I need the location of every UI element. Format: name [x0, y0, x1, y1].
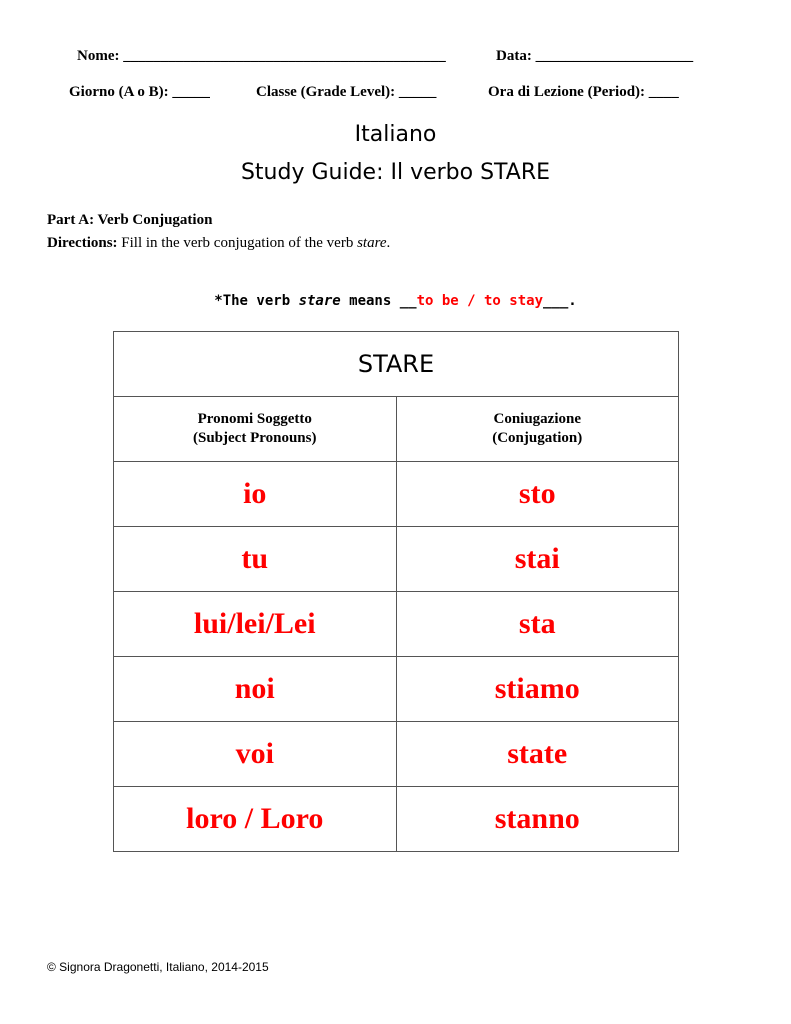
note-prefix: *The verb — [214, 293, 299, 309]
directions-label: Directions: — [47, 235, 118, 251]
page-title: Italiano — [354, 122, 437, 147]
table-row — [114, 527, 679, 592]
copyright-footer: © Signora Dragonetti, Italiano, 2014-2015 — [47, 960, 269, 974]
conjugation-table — [113, 331, 679, 852]
col2-line2: (Conjugation) — [492, 430, 583, 446]
conjugation-cell[interactable]: stai — [396, 527, 679, 592]
note-middle: means __ — [340, 293, 417, 309]
col2-line1: Coniugazione — [493, 411, 581, 427]
col1-line1: Pronomi Soggetto — [197, 411, 312, 427]
table-row — [114, 787, 679, 852]
table-row — [114, 592, 679, 657]
data-field[interactable]: Data: _____________________ — [496, 48, 694, 64]
directions-end: . — [386, 235, 391, 251]
table-row — [114, 462, 679, 527]
column-header-pronouns — [114, 397, 397, 462]
conjugation-cell[interactable]: state — [396, 722, 679, 787]
conjugation-cell[interactable]: stiamo — [396, 657, 679, 722]
nome-field[interactable]: Nome: ___________________________________________ — [77, 48, 446, 64]
verb-meaning-note — [0, 293, 791, 309]
pronoun-cell[interactable]: voi — [114, 722, 397, 787]
directions — [47, 235, 390, 252]
pronoun-cell[interactable]: io — [114, 462, 397, 527]
page-subtitle: Study Guide: Il verbo STARE — [240, 160, 551, 185]
classe-field[interactable]: Classe (Grade Level): _____ — [256, 84, 437, 100]
pronoun-cell[interactable]: lui/lei/Lei — [114, 592, 397, 657]
directions-verb: stare — [357, 235, 387, 251]
ora-field[interactable]: Ora di Lezione (Period): ____ — [488, 84, 679, 100]
conjugation-cell[interactable]: sta — [396, 592, 679, 657]
note-verb: stare — [298, 293, 341, 309]
conjugation-cell[interactable]: sto — [396, 462, 679, 527]
note-suffix: ___. — [543, 293, 577, 309]
col1-line2: (Subject Pronouns) — [193, 430, 317, 446]
table-column-header-row — [114, 397, 679, 462]
giorno-field[interactable]: Giorno (A o B): _____ — [69, 84, 210, 100]
part-a-label: Part A: Verb Conjugation — [47, 212, 213, 228]
directions-text: Fill in the verb conjugation of the verb — [117, 235, 358, 251]
column-header-conjugation — [396, 397, 679, 462]
pronoun-cell[interactable]: tu — [114, 527, 397, 592]
table-heading-row — [114, 332, 679, 397]
note-answer[interactable]: to be / to stay — [416, 293, 544, 309]
pronoun-cell[interactable]: noi — [114, 657, 397, 722]
pronoun-cell[interactable]: loro / Loro — [114, 787, 397, 852]
table-row — [114, 657, 679, 722]
table-heading: STARE — [114, 332, 679, 397]
conjugation-cell[interactable]: stanno — [396, 787, 679, 852]
table-row — [114, 722, 679, 787]
